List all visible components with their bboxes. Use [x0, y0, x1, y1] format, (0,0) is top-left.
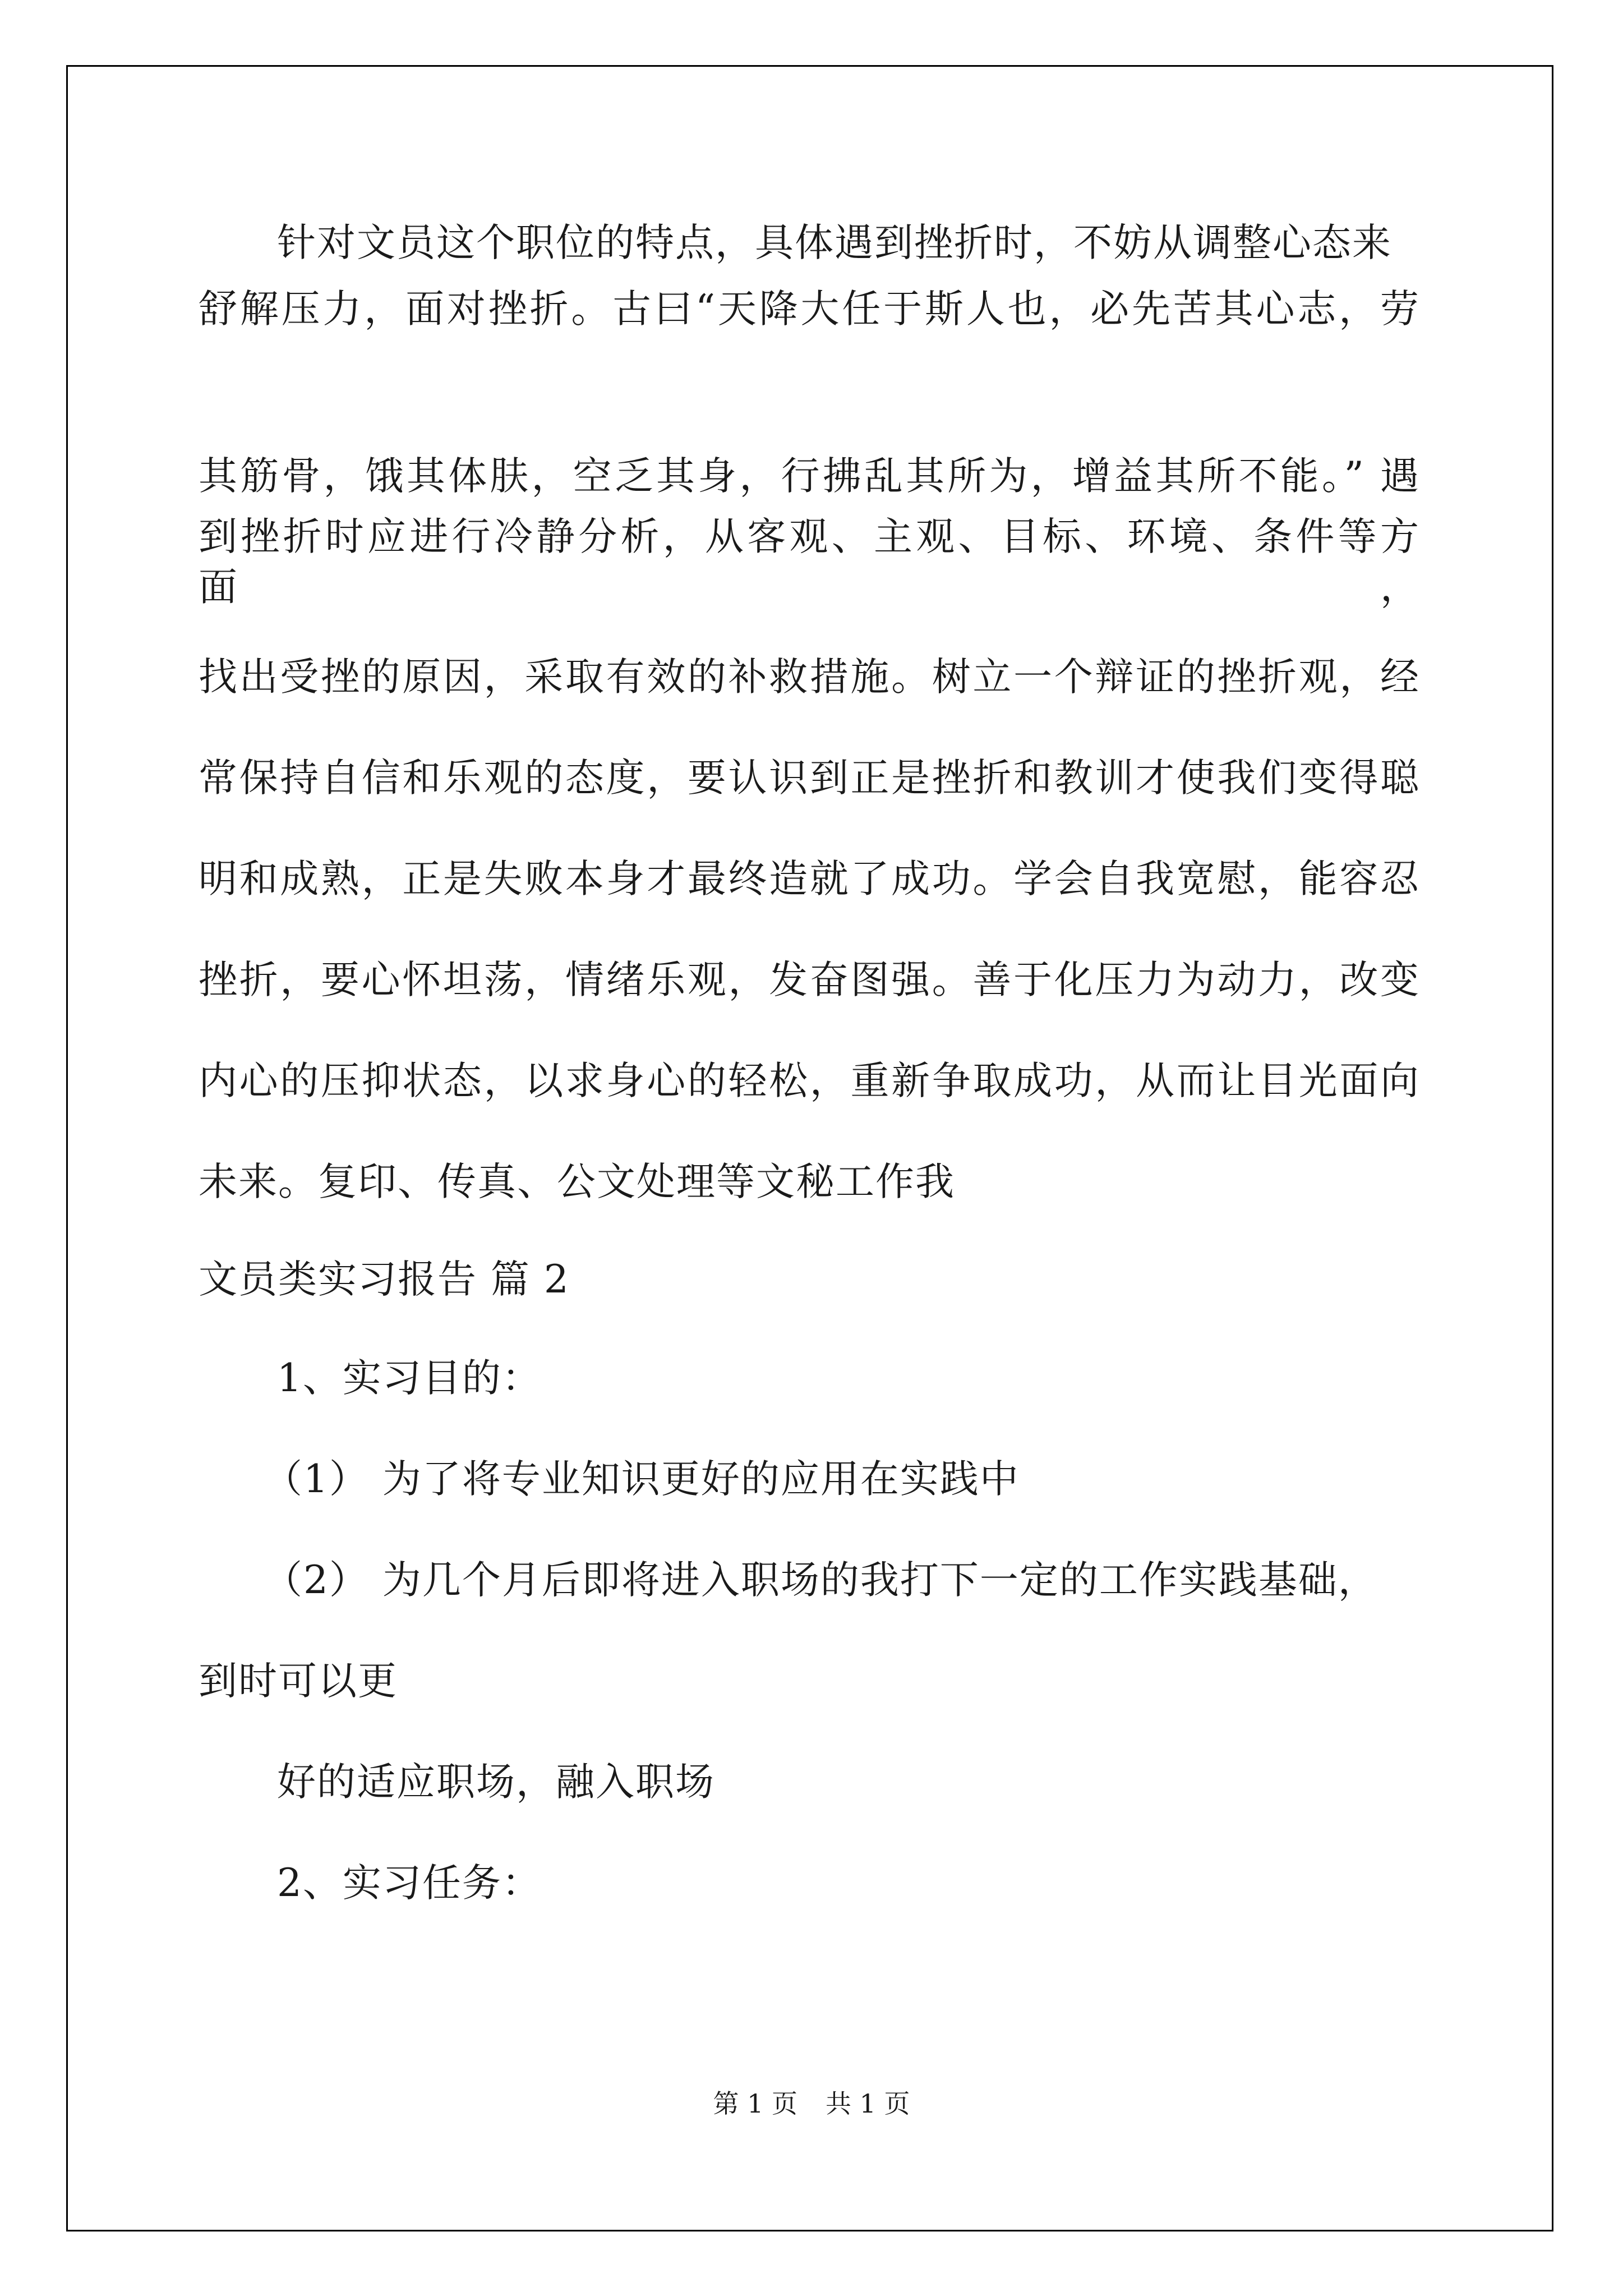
paragraph-1-line-6: 常保持自信和乐观的态度，要认识到正是挫折和教训才使我们变得聪: [199, 756, 1420, 800]
item-2-heading: 2、实习任务：: [277, 1861, 542, 1906]
page-number: 第 1 页: [713, 2088, 797, 2119]
paragraph-1-line-3: 其筋骨，饿其体肤，空乏其身，行拂乱其所为，增益其所不能。” 遇: [199, 454, 1420, 499]
item-1-sub-2-line-1: （2） 为几个月后即将进入职场的我打下一定的工作实践基础，: [264, 1558, 1378, 1603]
paragraph-1-line-2: 舒解压力，面对挫折。古曰“天降大任于斯人也，必先苦其心志，劳: [199, 287, 1420, 332]
paragraph-1-line-10: 未来。复印、传真、公文处理等文秘工作我: [199, 1159, 955, 1204]
section-heading: 文员类实习报告 篇 2: [199, 1257, 570, 1302]
paragraph-1-line-4: 到挫折时应进行冷静分析，从客观、主观、目标、环境、条件等方面，: [199, 514, 1420, 610]
item-1-sub-2-line-2: 到时可以更: [199, 1659, 398, 1704]
paragraph-1-line-9: 内心的压抑状态，以求身心的轻松，重新争取成功，从而让目光面向: [199, 1059, 1420, 1103]
item-1-sub-2-line-3: 好的适应职场，融入职场: [277, 1760, 715, 1805]
paragraph-1-line-8: 挫折，要心怀坦荡，情绪乐观，发奋图强。善于化压力为动力，改变: [199, 958, 1420, 1002]
item-1-sub-1: （1） 为了将专业知识更好的应用在实践中: [264, 1457, 1020, 1502]
paragraph-1-line-5: 找出受挫的原因，采取有效的补救措施。树立一个辩证的挫折观，经: [199, 655, 1420, 700]
paragraph-1-line-1: 针对文员这个职位的特点，具体遇到挫折时，不妨从调整心态来: [277, 220, 1392, 265]
item-1-heading: 1、实习目的：: [277, 1356, 542, 1401]
paragraph-1-line-7: 明和成熟，正是失败本身才最终造就了成功。学会自我宽慰，能容忍: [199, 857, 1420, 901]
page-footer: [0, 2087, 1623, 2120]
total-pages: 共 1 页: [826, 2088, 910, 2119]
